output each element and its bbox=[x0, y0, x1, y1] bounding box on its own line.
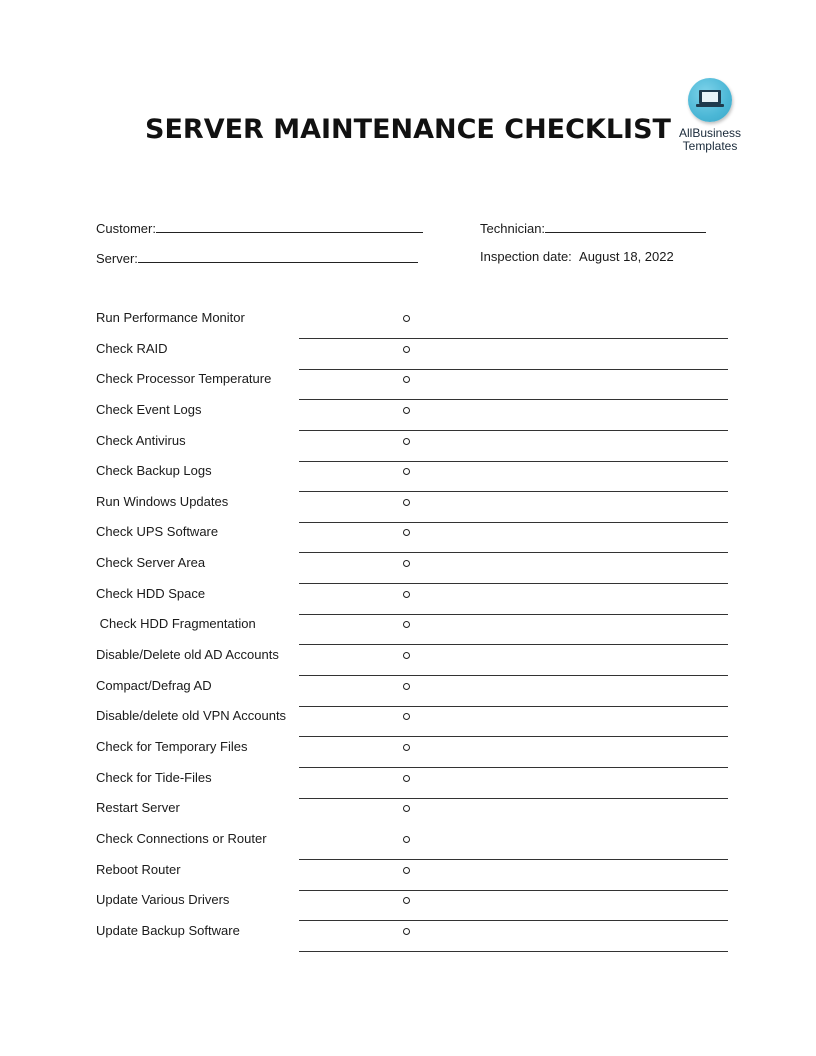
checkbox-circle-icon[interactable] bbox=[403, 438, 410, 445]
checkbox-circle-icon[interactable] bbox=[403, 683, 410, 690]
server-input-line[interactable] bbox=[138, 249, 418, 263]
checklist-item bbox=[96, 615, 728, 646]
checkbox-circle-icon[interactable] bbox=[403, 652, 410, 659]
page-title: SERVER MAINTENANCE CHECKLIST bbox=[145, 114, 671, 145]
checklist-item-label: Run Performance Monitor bbox=[96, 310, 245, 325]
customer-input-line[interactable] bbox=[156, 219, 423, 233]
checklist-item-label: Check Connections or Router bbox=[96, 830, 267, 846]
checklist-item-label: Check Event Logs bbox=[96, 401, 202, 417]
checkbox-circle-icon[interactable] bbox=[403, 591, 410, 598]
checklist-item bbox=[96, 462, 728, 493]
checkbox-circle-icon[interactable] bbox=[403, 744, 410, 751]
checklist-item bbox=[96, 707, 728, 738]
checklist-item bbox=[96, 891, 728, 922]
checkbox-circle-icon[interactable] bbox=[403, 376, 410, 383]
checkbox-circle-icon[interactable] bbox=[403, 346, 410, 353]
checkbox-circle-icon[interactable] bbox=[403, 315, 410, 322]
checklist-item-label: Disable/delete old VPN Accounts bbox=[96, 708, 287, 724]
technician-label: Technician: bbox=[480, 221, 546, 236]
checkbox-circle-icon[interactable] bbox=[403, 621, 410, 628]
inspection-date-field bbox=[480, 249, 674, 264]
checkbox-circle-icon[interactable] bbox=[403, 560, 410, 567]
technician-field bbox=[480, 219, 706, 236]
checklist-item bbox=[96, 830, 728, 861]
checklist-item bbox=[96, 738, 728, 769]
checklist-item-label: Run Windows Updates bbox=[96, 493, 229, 509]
checklist-item bbox=[96, 309, 728, 340]
checklist-item-label: Check for Temporary Files bbox=[96, 738, 248, 754]
checklist-item-label: Check HDD Fragmentation bbox=[96, 616, 256, 632]
customer-field bbox=[96, 219, 423, 236]
checkbox-circle-icon[interactable] bbox=[403, 836, 410, 843]
checklist-item-label: Check HDD Space bbox=[96, 585, 206, 601]
checklist-item-label: Check Antivirus bbox=[96, 432, 186, 448]
checklist-item-label: Update Various Drivers bbox=[96, 892, 230, 908]
checklist-item-line bbox=[299, 951, 728, 952]
checklist-item-label: Update Backup Software bbox=[96, 922, 240, 938]
checklist-item-label: Check Server Area bbox=[96, 555, 206, 571]
checklist-item-label: Compact/Defrag AD bbox=[96, 677, 212, 693]
checkbox-circle-icon[interactable] bbox=[403, 713, 410, 720]
inspection-date-label: Inspection date: bbox=[480, 249, 572, 264]
allbusiness-logo bbox=[672, 78, 748, 153]
checklist-item-label: Disable/Delete old AD Accounts bbox=[96, 647, 279, 663]
checklist-item-label: Check RAID bbox=[96, 340, 168, 356]
server-field bbox=[96, 249, 418, 266]
checkbox-circle-icon[interactable] bbox=[403, 775, 410, 782]
checklist-item bbox=[96, 370, 728, 401]
checkbox-circle-icon[interactable] bbox=[403, 928, 410, 935]
checklist-item bbox=[96, 523, 728, 554]
checklist-item-label: Check Backup Logs bbox=[96, 463, 212, 479]
checklist-item bbox=[96, 432, 728, 463]
checklist-item-label: Reboot Router bbox=[96, 861, 181, 877]
logo-line-1: AllBusiness bbox=[678, 126, 742, 140]
checkbox-circle-icon[interactable] bbox=[403, 529, 410, 536]
checklist-item bbox=[96, 769, 728, 800]
checkbox-circle-icon[interactable] bbox=[403, 897, 410, 904]
checkbox-circle-icon[interactable] bbox=[403, 407, 410, 414]
checklist-item bbox=[96, 922, 728, 953]
laptop-icon bbox=[688, 78, 732, 122]
checkbox-circle-icon[interactable] bbox=[403, 867, 410, 874]
checklist-item bbox=[96, 585, 728, 616]
checkbox-circle-icon[interactable] bbox=[403, 468, 410, 475]
customer-label: Customer: bbox=[96, 221, 156, 236]
server-label: Server: bbox=[96, 251, 138, 266]
checklist bbox=[96, 309, 728, 952]
checklist-item bbox=[96, 340, 728, 371]
checkbox-circle-icon[interactable] bbox=[403, 805, 410, 812]
checklist-item-label: Check UPS Software bbox=[96, 524, 219, 540]
logo-line-2: Templates bbox=[682, 139, 738, 153]
checklist-item bbox=[96, 646, 728, 677]
technician-input-line[interactable] bbox=[545, 219, 706, 233]
inspection-date-value: August 18, 2022 bbox=[579, 249, 674, 264]
checklist-item bbox=[96, 401, 728, 432]
checklist-item-label: Restart Server bbox=[96, 800, 180, 816]
checklist-item-label: Check for Tide-Files bbox=[96, 769, 212, 785]
checklist-item bbox=[96, 677, 728, 708]
checklist-item-label: Check Processor Temperature bbox=[96, 371, 272, 387]
checkbox-circle-icon[interactable] bbox=[403, 499, 410, 506]
checklist-item bbox=[96, 799, 728, 830]
checklist-item bbox=[96, 554, 728, 585]
checklist-item bbox=[96, 493, 728, 524]
checklist-item bbox=[96, 861, 728, 892]
